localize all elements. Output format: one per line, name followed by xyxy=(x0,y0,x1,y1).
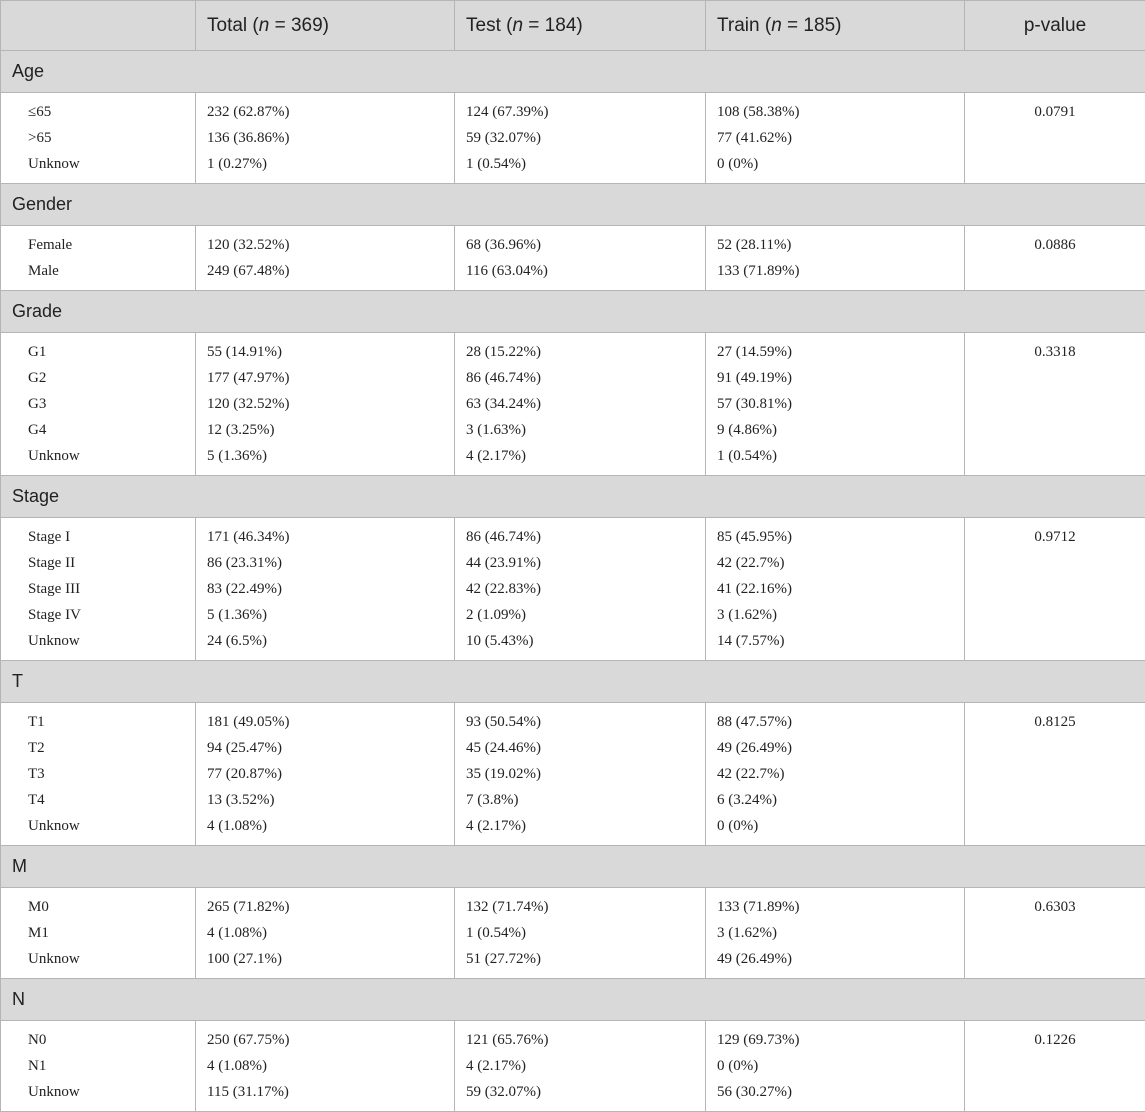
train-value: 0 (0%) xyxy=(717,813,964,839)
p-value: 0.0886 xyxy=(965,232,1145,258)
section-header-row xyxy=(1,979,1145,1021)
section-data-row xyxy=(1,93,1145,184)
train-value: 9 (4.86%) xyxy=(717,417,964,443)
total-value: 177 (47.97%) xyxy=(207,365,454,391)
train-value: 133 (71.89%) xyxy=(717,258,964,284)
total-value: 5 (1.36%) xyxy=(207,443,454,469)
total-value: 136 (36.86%) xyxy=(207,125,454,151)
train-value: 42 (22.7%) xyxy=(717,761,964,787)
category-cell xyxy=(1,888,196,979)
test-cell xyxy=(455,518,706,661)
test-value: 10 (5.43%) xyxy=(466,628,705,654)
test-cell xyxy=(455,1021,706,1112)
total-value: 250 (67.75%) xyxy=(207,1027,454,1053)
total-value: 4 (1.08%) xyxy=(207,1053,454,1079)
total-value: 115 (31.17%) xyxy=(207,1079,454,1105)
test-cell xyxy=(455,703,706,846)
test-value: 93 (50.54%) xyxy=(466,709,705,735)
category-label: Unknow xyxy=(28,946,195,972)
total-value: 83 (22.49%) xyxy=(207,576,454,602)
train-value: 129 (69.73%) xyxy=(717,1027,964,1053)
category-label: Unknow xyxy=(28,628,195,654)
test-value: 4 (2.17%) xyxy=(466,1053,705,1079)
p-value-cell xyxy=(965,1021,1145,1112)
section-title: N xyxy=(1,979,1145,1021)
header-row xyxy=(1,1,1145,51)
category-label: N1 xyxy=(28,1053,195,1079)
total-value: 120 (32.52%) xyxy=(207,232,454,258)
category-label: G1 xyxy=(28,339,195,365)
category-label: Male xyxy=(28,258,195,284)
total-value: 4 (1.08%) xyxy=(207,813,454,839)
train-value: 56 (30.27%) xyxy=(717,1079,964,1105)
test-value: 116 (63.04%) xyxy=(466,258,705,284)
table-body xyxy=(1,51,1145,1112)
p-value-cell xyxy=(965,888,1145,979)
train-cell xyxy=(706,226,965,291)
test-value: 35 (19.02%) xyxy=(466,761,705,787)
category-label: T4 xyxy=(28,787,195,813)
test-value: 51 (27.72%) xyxy=(466,946,705,972)
train-cell xyxy=(706,703,965,846)
train-value: 27 (14.59%) xyxy=(717,339,964,365)
p-value: 0.8125 xyxy=(965,709,1145,735)
total-cell xyxy=(196,518,455,661)
total-value: 94 (25.47%) xyxy=(207,735,454,761)
test-value: 59 (32.07%) xyxy=(466,1079,705,1105)
train-value: 91 (49.19%) xyxy=(717,365,964,391)
test-cell xyxy=(455,888,706,979)
p-value: 0.3318 xyxy=(965,339,1145,365)
header-variable xyxy=(1,1,196,51)
train-value: 88 (47.57%) xyxy=(717,709,964,735)
section-header-row xyxy=(1,291,1145,333)
test-value: 44 (23.91%) xyxy=(466,550,705,576)
category-label: G3 xyxy=(28,391,195,417)
train-value: 133 (71.89%) xyxy=(717,894,964,920)
section-header-row xyxy=(1,846,1145,888)
test-value: 4 (2.17%) xyxy=(466,443,705,469)
total-value: 4 (1.08%) xyxy=(207,920,454,946)
category-label: Stage III xyxy=(28,576,195,602)
train-value: 77 (41.62%) xyxy=(717,125,964,151)
total-cell xyxy=(196,703,455,846)
header-train: Train (n = 185) xyxy=(706,1,965,51)
total-cell xyxy=(196,888,455,979)
total-cell xyxy=(196,93,455,184)
category-label: T2 xyxy=(28,735,195,761)
category-label: G2 xyxy=(28,365,195,391)
train-value: 0 (0%) xyxy=(717,151,964,177)
train-cell xyxy=(706,888,965,979)
total-value: 232 (62.87%) xyxy=(207,99,454,125)
category-label: ≤65 xyxy=(28,99,195,125)
total-value: 120 (32.52%) xyxy=(207,391,454,417)
test-value: 4 (2.17%) xyxy=(466,813,705,839)
p-value: 0.9712 xyxy=(965,524,1145,550)
total-value: 86 (23.31%) xyxy=(207,550,454,576)
test-value: 1 (0.54%) xyxy=(466,151,705,177)
test-value: 2 (1.09%) xyxy=(466,602,705,628)
category-cell xyxy=(1,1021,196,1112)
test-value: 86 (46.74%) xyxy=(466,524,705,550)
total-value: 100 (27.1%) xyxy=(207,946,454,972)
train-cell xyxy=(706,1021,965,1112)
test-value: 68 (36.96%) xyxy=(466,232,705,258)
total-cell xyxy=(196,333,455,476)
test-value: 3 (1.63%) xyxy=(466,417,705,443)
category-label: Stage I xyxy=(28,524,195,550)
category-label: M1 xyxy=(28,920,195,946)
train-value: 6 (3.24%) xyxy=(717,787,964,813)
total-value: 77 (20.87%) xyxy=(207,761,454,787)
train-cell xyxy=(706,518,965,661)
total-cell xyxy=(196,1021,455,1112)
p-value-cell xyxy=(965,226,1145,291)
header-total: Total (n = 369) xyxy=(196,1,455,51)
total-value: 249 (67.48%) xyxy=(207,258,454,284)
section-title: T xyxy=(1,661,1145,703)
section-header-row xyxy=(1,476,1145,518)
section-header-row xyxy=(1,661,1145,703)
train-cell xyxy=(706,333,965,476)
total-value: 265 (71.82%) xyxy=(207,894,454,920)
total-value: 12 (3.25%) xyxy=(207,417,454,443)
category-label: T3 xyxy=(28,761,195,787)
total-value: 171 (46.34%) xyxy=(207,524,454,550)
test-value: 42 (22.83%) xyxy=(466,576,705,602)
category-cell xyxy=(1,333,196,476)
train-value: 85 (45.95%) xyxy=(717,524,964,550)
test-value: 124 (67.39%) xyxy=(466,99,705,125)
train-value: 14 (7.57%) xyxy=(717,628,964,654)
category-label: Stage II xyxy=(28,550,195,576)
total-value: 13 (3.52%) xyxy=(207,787,454,813)
train-value: 57 (30.81%) xyxy=(717,391,964,417)
section-header-row xyxy=(1,184,1145,226)
test-value: 1 (0.54%) xyxy=(466,920,705,946)
test-cell xyxy=(455,333,706,476)
section-data-row xyxy=(1,226,1145,291)
category-cell xyxy=(1,226,196,291)
p-value-cell xyxy=(965,93,1145,184)
p-value-cell xyxy=(965,703,1145,846)
train-value: 1 (0.54%) xyxy=(717,443,964,469)
category-cell xyxy=(1,703,196,846)
category-label: T1 xyxy=(28,709,195,735)
category-label: Unknow xyxy=(28,813,195,839)
section-data-row xyxy=(1,888,1145,979)
test-value: 63 (34.24%) xyxy=(466,391,705,417)
test-value: 45 (24.46%) xyxy=(466,735,705,761)
test-value: 86 (46.74%) xyxy=(466,365,705,391)
train-value: 41 (22.16%) xyxy=(717,576,964,602)
section-data-row xyxy=(1,518,1145,661)
test-value: 59 (32.07%) xyxy=(466,125,705,151)
test-cell xyxy=(455,93,706,184)
train-value: 49 (26.49%) xyxy=(717,735,964,761)
section-title: Gender xyxy=(1,184,1145,226)
section-title: Stage xyxy=(1,476,1145,518)
total-value: 55 (14.91%) xyxy=(207,339,454,365)
test-value: 7 (3.8%) xyxy=(466,787,705,813)
section-title: M xyxy=(1,846,1145,888)
train-value: 108 (58.38%) xyxy=(717,99,964,125)
header-pvalue: p-value xyxy=(965,1,1145,51)
train-value: 49 (26.49%) xyxy=(717,946,964,972)
category-cell xyxy=(1,518,196,661)
section-header-row xyxy=(1,51,1145,93)
test-value: 121 (65.76%) xyxy=(466,1027,705,1053)
category-label: >65 xyxy=(28,125,195,151)
train-value: 3 (1.62%) xyxy=(717,602,964,628)
section-data-row xyxy=(1,333,1145,476)
p-value: 0.0791 xyxy=(965,99,1145,125)
p-value: 0.6303 xyxy=(965,894,1145,920)
category-cell xyxy=(1,93,196,184)
p-value-cell xyxy=(965,518,1145,661)
category-label: G4 xyxy=(28,417,195,443)
category-label: Unknow xyxy=(28,1079,195,1105)
p-value-cell xyxy=(965,333,1145,476)
category-label: N0 xyxy=(28,1027,195,1053)
section-title: Age xyxy=(1,51,1145,93)
header-test: Test (n = 184) xyxy=(455,1,706,51)
total-value: 181 (49.05%) xyxy=(207,709,454,735)
train-value: 0 (0%) xyxy=(717,1053,964,1079)
total-value: 5 (1.36%) xyxy=(207,602,454,628)
train-value: 42 (22.7%) xyxy=(717,550,964,576)
category-label: Stage IV xyxy=(28,602,195,628)
total-value: 24 (6.5%) xyxy=(207,628,454,654)
section-title: Grade xyxy=(1,291,1145,333)
test-value: 28 (15.22%) xyxy=(466,339,705,365)
total-cell xyxy=(196,226,455,291)
category-label: Unknow xyxy=(28,151,195,177)
category-label: Female xyxy=(28,232,195,258)
train-value: 52 (28.11%) xyxy=(717,232,964,258)
section-data-row xyxy=(1,1021,1145,1112)
test-cell xyxy=(455,226,706,291)
p-value: 0.1226 xyxy=(965,1027,1145,1053)
test-value: 132 (71.74%) xyxy=(466,894,705,920)
total-value: 1 (0.27%) xyxy=(207,151,454,177)
train-value: 3 (1.62%) xyxy=(717,920,964,946)
train-cell xyxy=(706,93,965,184)
section-data-row xyxy=(1,703,1145,846)
category-label: M0 xyxy=(28,894,195,920)
category-label: Unknow xyxy=(28,443,195,469)
